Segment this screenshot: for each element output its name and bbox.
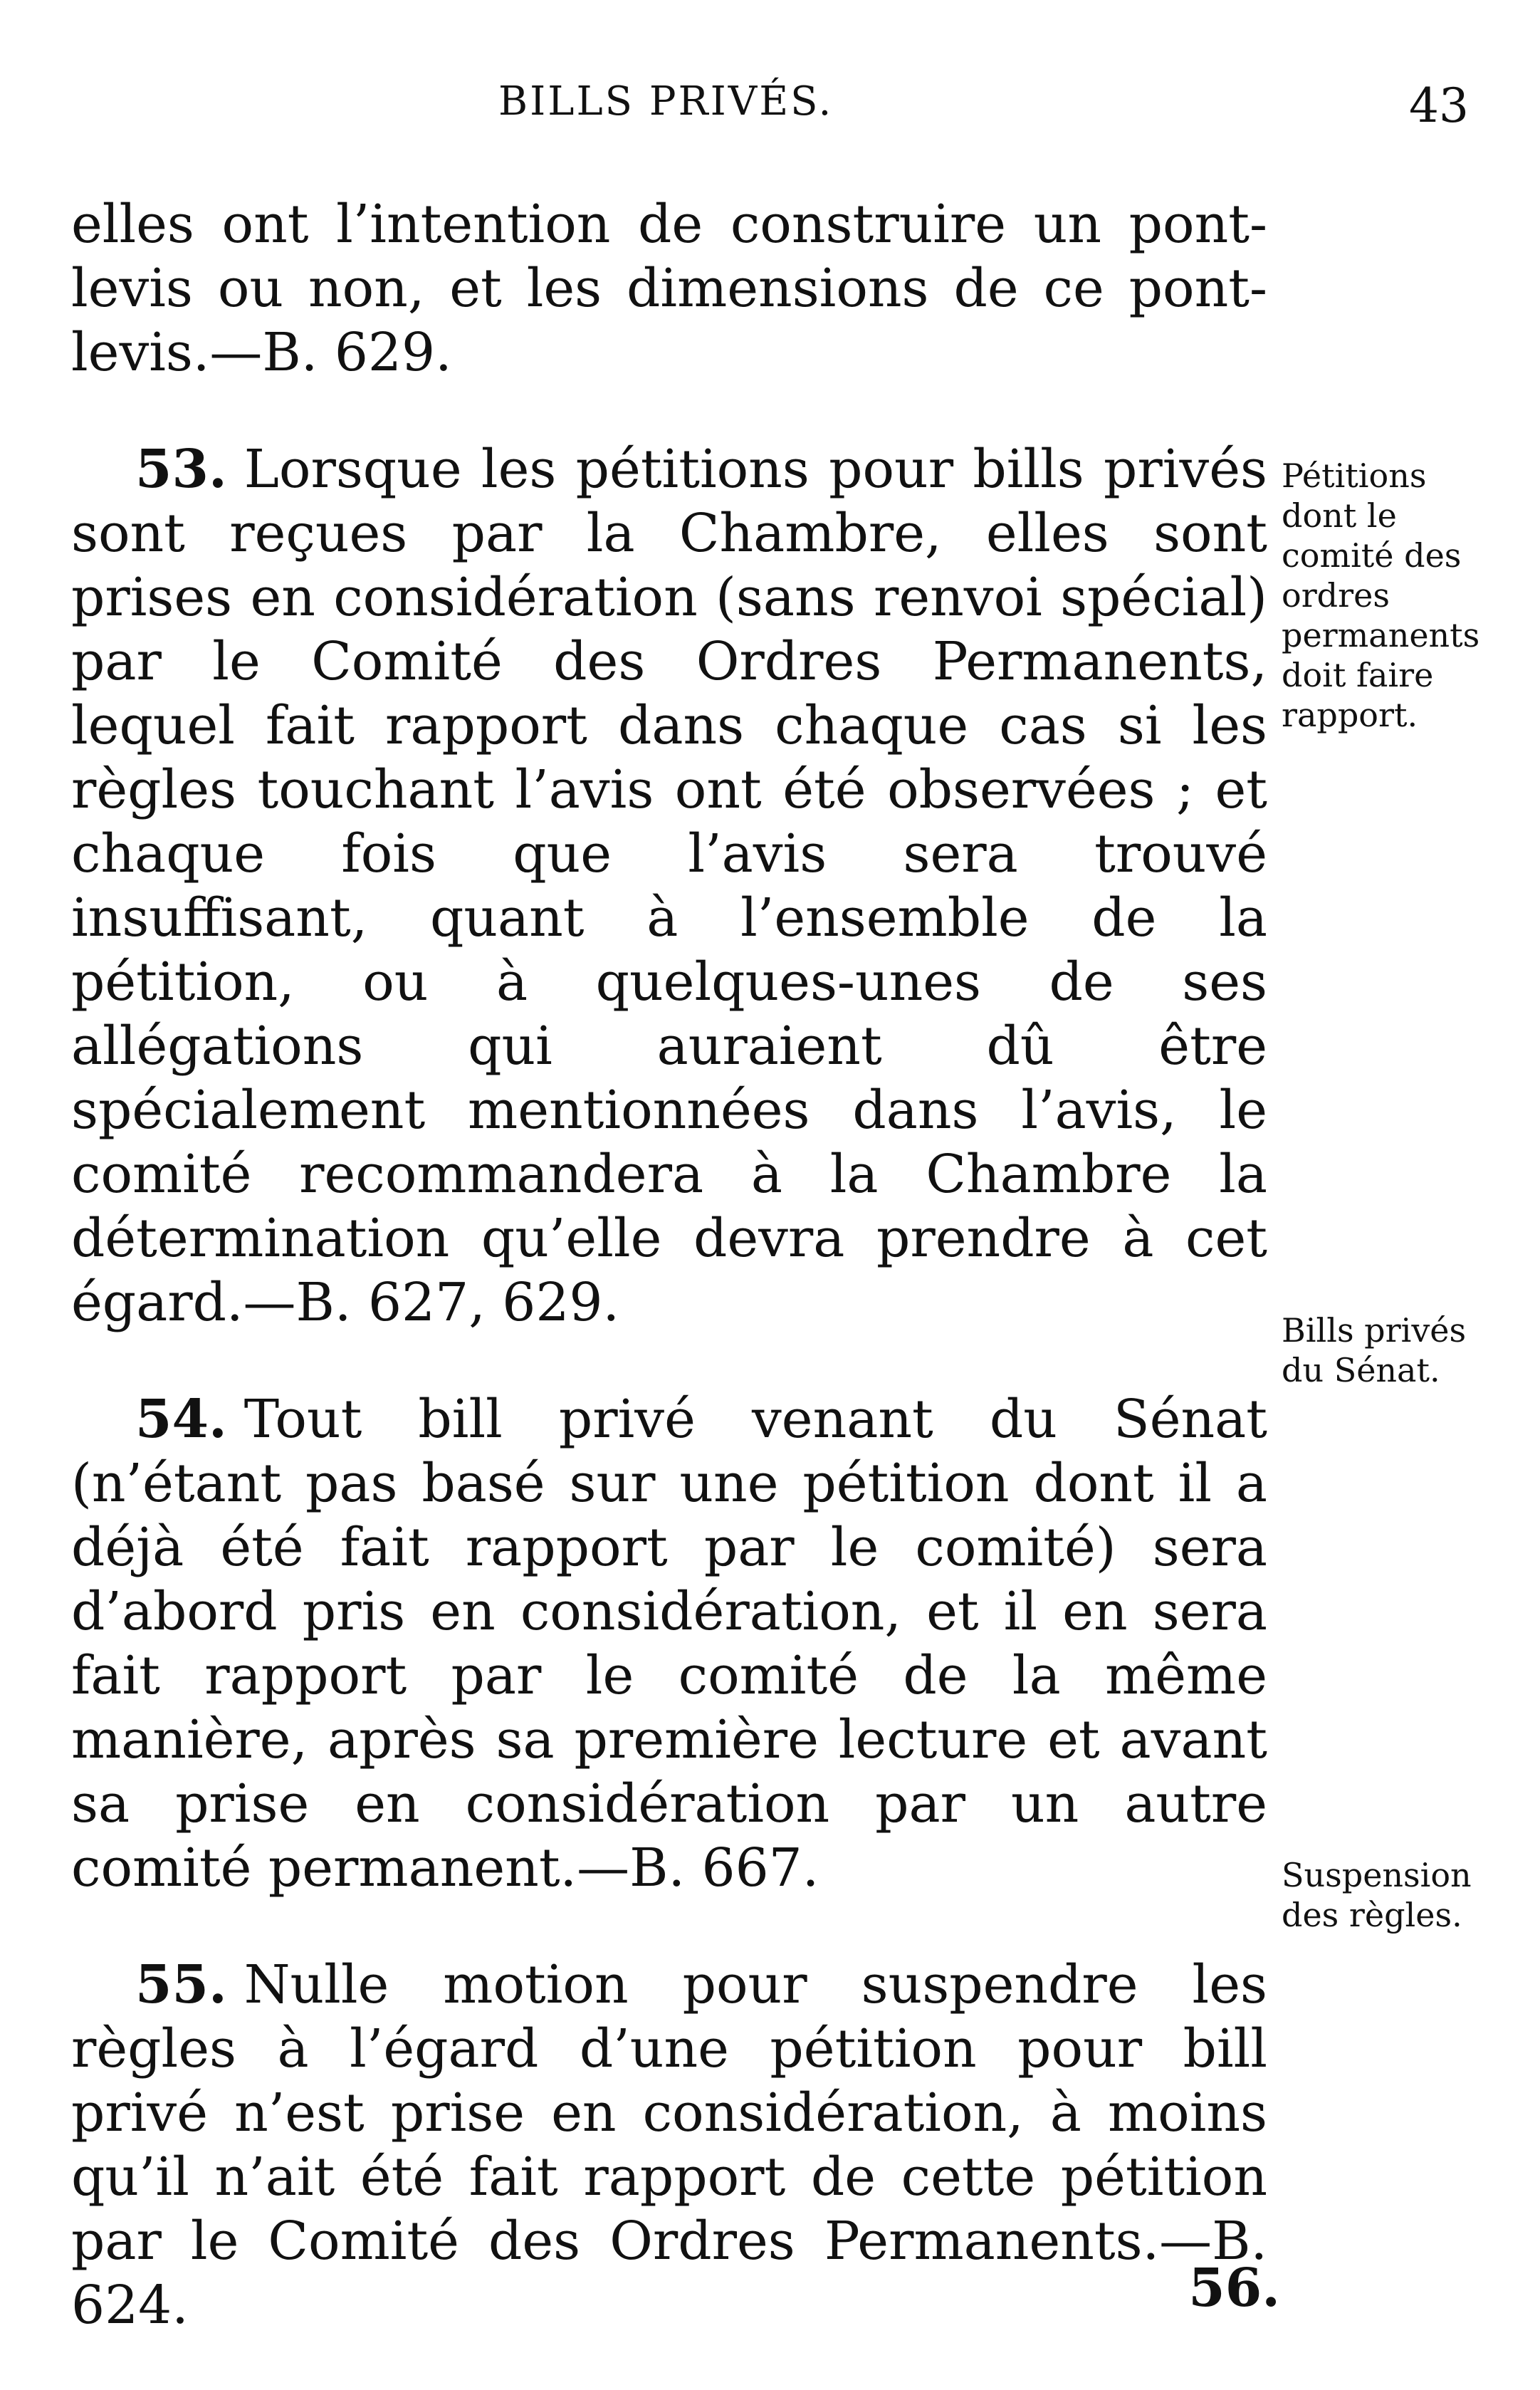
catchword: 56. xyxy=(1188,2258,1280,2319)
page-number: 43 xyxy=(1409,78,1469,133)
paragraph-53 xyxy=(71,437,1267,1335)
paragraph-number: 53. xyxy=(135,439,227,500)
paragraph-number: 54. xyxy=(135,1389,227,1450)
paragraph-text: Nulle motion pour suspendre les règles à l’égard d’une pétition pour bill privé n’est prise en considération, à moins qu’il n’ait été fait rapport de cette pétition par le Comité des Ordres Permanents.—B. 624. xyxy=(71,1954,1267,2336)
running-title: BILLS PRIVÉS. xyxy=(498,78,834,125)
paragraph-54 xyxy=(71,1387,1267,1900)
paragraph-continuation xyxy=(71,192,1267,385)
margin-note-petitions: Pétitions dont le comité des ordres permanents doit faire rapport. xyxy=(1282,456,1480,734)
paragraph-text: elles ont l’intention de construire un pont-levis ou non, et les dimensions de ce pont-levis.—B. 629. xyxy=(71,194,1267,383)
running-head xyxy=(0,78,1540,142)
paragraph-number: 55. xyxy=(135,1954,227,2015)
paragraph-text: Lorsque les pétitions pour bills privés sont reçues par la Chambre, elles sont prises en considération (sans renvoi spécial) par le Comité des Ordres Permanents, lequel fait rapport dans chaque cas si les règles touchant l’avis ont été observées ; et chaque fois que l’avis sera trouvé insuffisant, quant à l’ensemble de la pétition, ou à quelques-unes de ses allégations qui auraient dû être spécialement mentionnées dans l’avis, le comité recommandera à la Chambre la détermination qu’elle devra prendre à cet égard.—B. 627, 629. xyxy=(71,439,1267,1333)
margin-note-senate-bills: Bills privés du Sénat. xyxy=(1282,1311,1467,1389)
body-text xyxy=(71,192,1267,2390)
paragraph-55 xyxy=(71,1953,1267,2337)
margin-note-suspension: Suspension des règles. xyxy=(1282,1856,1472,1934)
paragraph-text: Tout bill privé venant du Sénat (n’étant pas basé sur une pétition dont il a déjà été fait rapport par le comité) sera d’abord pris en considération, et il en sera fait rapport par le comité de la même manière, après sa première lecture et avant sa prise en considération par un autre comité permanent.—B. 667. xyxy=(71,1389,1267,1899)
